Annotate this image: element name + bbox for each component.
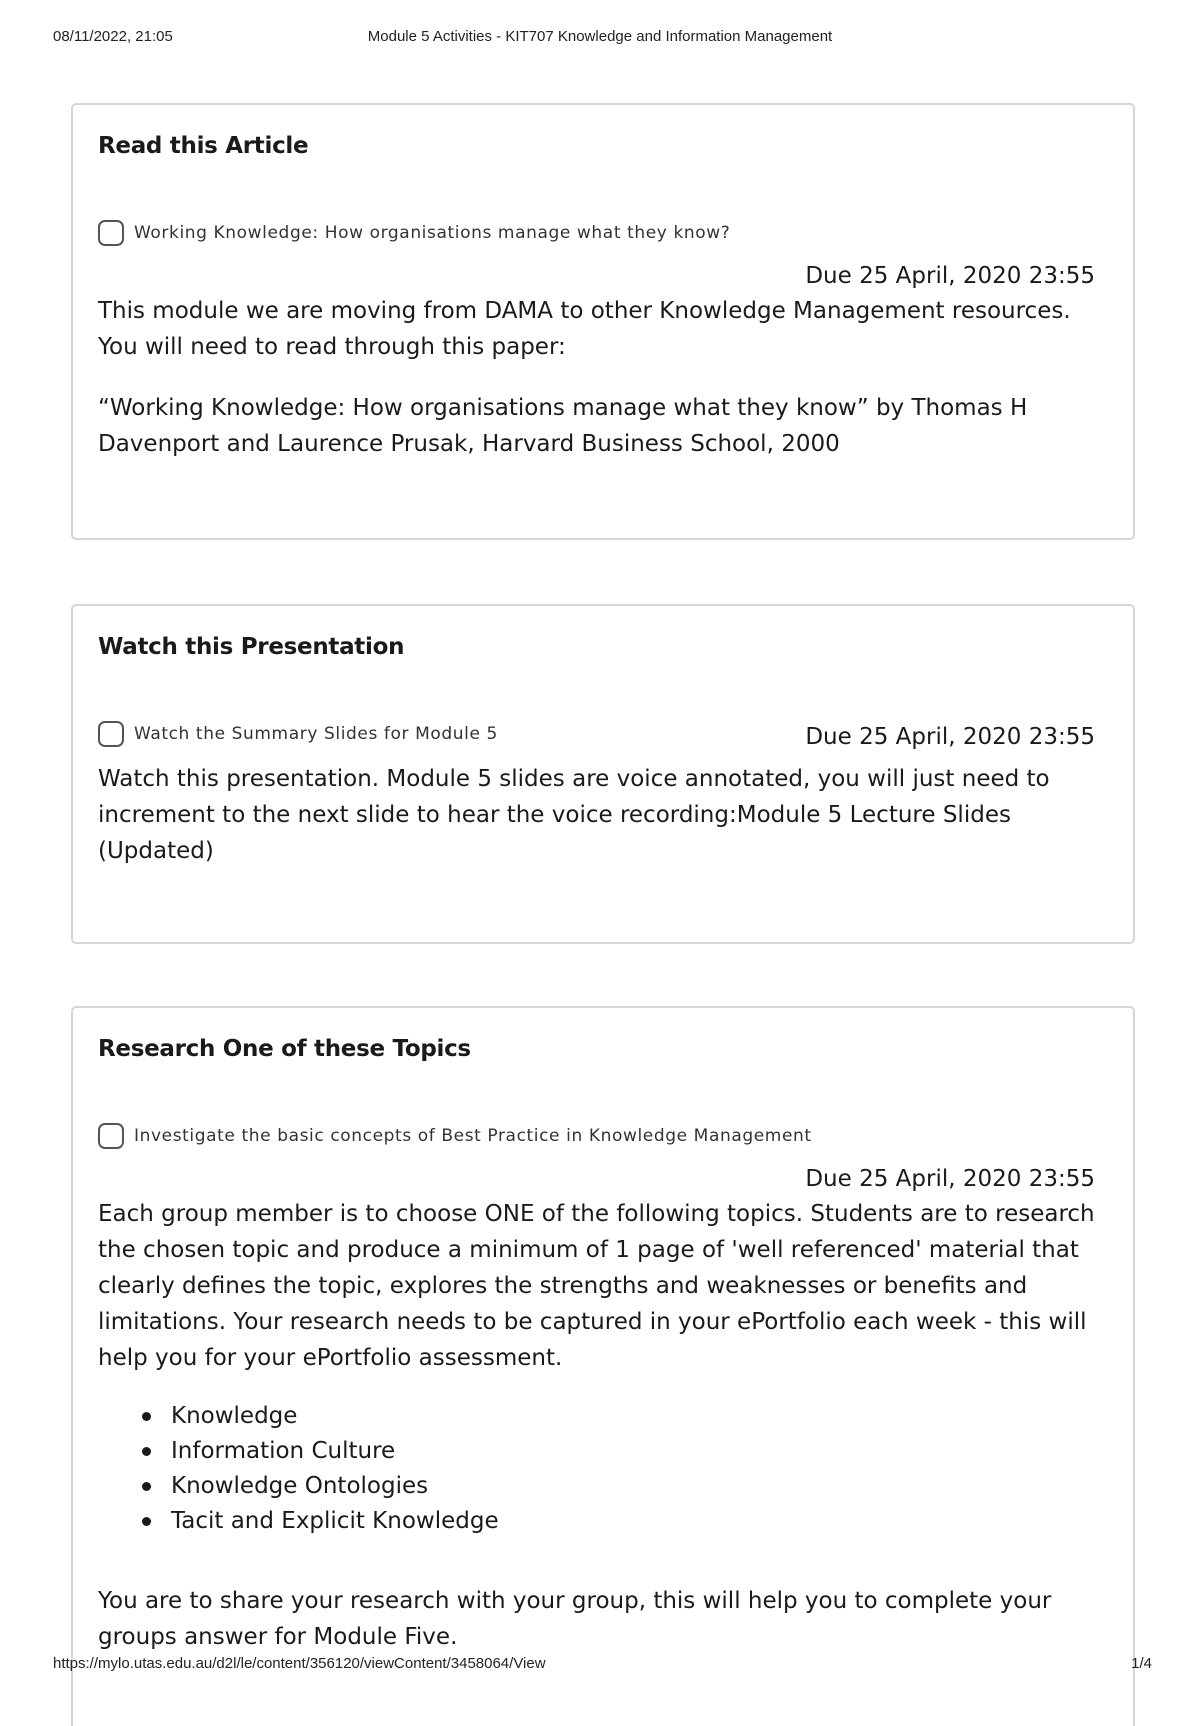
completion-checkbox[interactable] bbox=[98, 220, 124, 246]
bullet-icon bbox=[142, 1447, 151, 1456]
list-item bbox=[98, 1504, 499, 1539]
section-title-read-article: Read this Article bbox=[98, 133, 309, 159]
section-title-research-topics: Research One of these Topics bbox=[98, 1036, 471, 1062]
page-number: 1/4 bbox=[1131, 1655, 1152, 1672]
task-investigate-best-practice bbox=[98, 1123, 812, 1149]
completion-checkbox[interactable] bbox=[98, 1123, 124, 1149]
task-watch-slides bbox=[98, 721, 498, 747]
paragraph: “Working Knowledge: How organisations manage what they know” by Thomas H Davenport and Laurence Prusak, Harvard Business School, 2000 bbox=[98, 395, 1028, 457]
due-date: Due 25 April, 2020 23:55 bbox=[805, 1166, 1095, 1192]
print-date: 08/11/2022, 21:05 bbox=[53, 28, 173, 45]
task-link-best-practice[interactable]: Investigate the basic concepts of Best Practice in Knowledge Management bbox=[134, 1126, 812, 1146]
watch-presentation-card bbox=[71, 604, 1135, 944]
paragraph: This module we are moving from DAMA to other Knowledge Management resources. You will need to read through this paper: bbox=[98, 298, 1071, 360]
bullet-icon bbox=[142, 1482, 151, 1491]
bullet-icon bbox=[142, 1412, 151, 1421]
print-header bbox=[0, 28, 1200, 48]
print-url: https://mylo.utas.edu.au/d2l/le/content/356120/viewContent/3458064/View bbox=[53, 1655, 546, 1672]
section-title-watch-presentation: Watch this Presentation bbox=[98, 634, 405, 660]
task-link-working-knowledge[interactable]: Working Knowledge: How organisations manage what they know? bbox=[134, 223, 731, 243]
paragraph: Each group member is to choose ONE of the following topics. Students are to research the chosen topic and produce a minimum of 1 page of 'well referenced' material that clearly defines the topic, explores the strengths and weaknesses or benefits and limitations. Your research needs to be captured in your ePortfolio each week - this will help you for your ePortfolio assessment. bbox=[98, 1201, 1095, 1371]
due-date: Due 25 April, 2020 23:55 bbox=[805, 724, 1095, 750]
topic-label: Knowledge Ontologies bbox=[171, 1473, 429, 1499]
paragraph: You are to share your research with your group, this will help you to complete your groups answer for Module Five. bbox=[98, 1588, 1052, 1650]
topic-label: Tacit and Explicit Knowledge bbox=[171, 1508, 499, 1534]
read-article-card bbox=[71, 103, 1135, 540]
topic-label: Information Culture bbox=[171, 1438, 396, 1464]
due-date: Due 25 April, 2020 23:55 bbox=[805, 263, 1095, 289]
completion-checkbox[interactable] bbox=[98, 721, 124, 747]
list-item bbox=[98, 1434, 499, 1469]
topic-label: Knowledge bbox=[171, 1403, 298, 1429]
list-item bbox=[98, 1399, 499, 1434]
paragraph: Watch this presentation. Module 5 slides are voice annotated, you will just need to increment to the next slide to hear the voice recording:Module 5 Lecture Slides (Updated) bbox=[98, 766, 1050, 864]
research-topics-card bbox=[71, 1006, 1135, 1726]
task-read-article bbox=[98, 220, 730, 246]
list-item bbox=[98, 1469, 499, 1504]
print-page-title: Module 5 Activities - KIT707 Knowledge and Information Management bbox=[367, 28, 833, 45]
print-footer bbox=[0, 1655, 1200, 1675]
topic-list bbox=[98, 1399, 499, 1539]
task-link-summary-slides[interactable]: Watch the Summary Slides for Module 5 bbox=[134, 724, 498, 744]
bullet-icon bbox=[142, 1517, 151, 1526]
